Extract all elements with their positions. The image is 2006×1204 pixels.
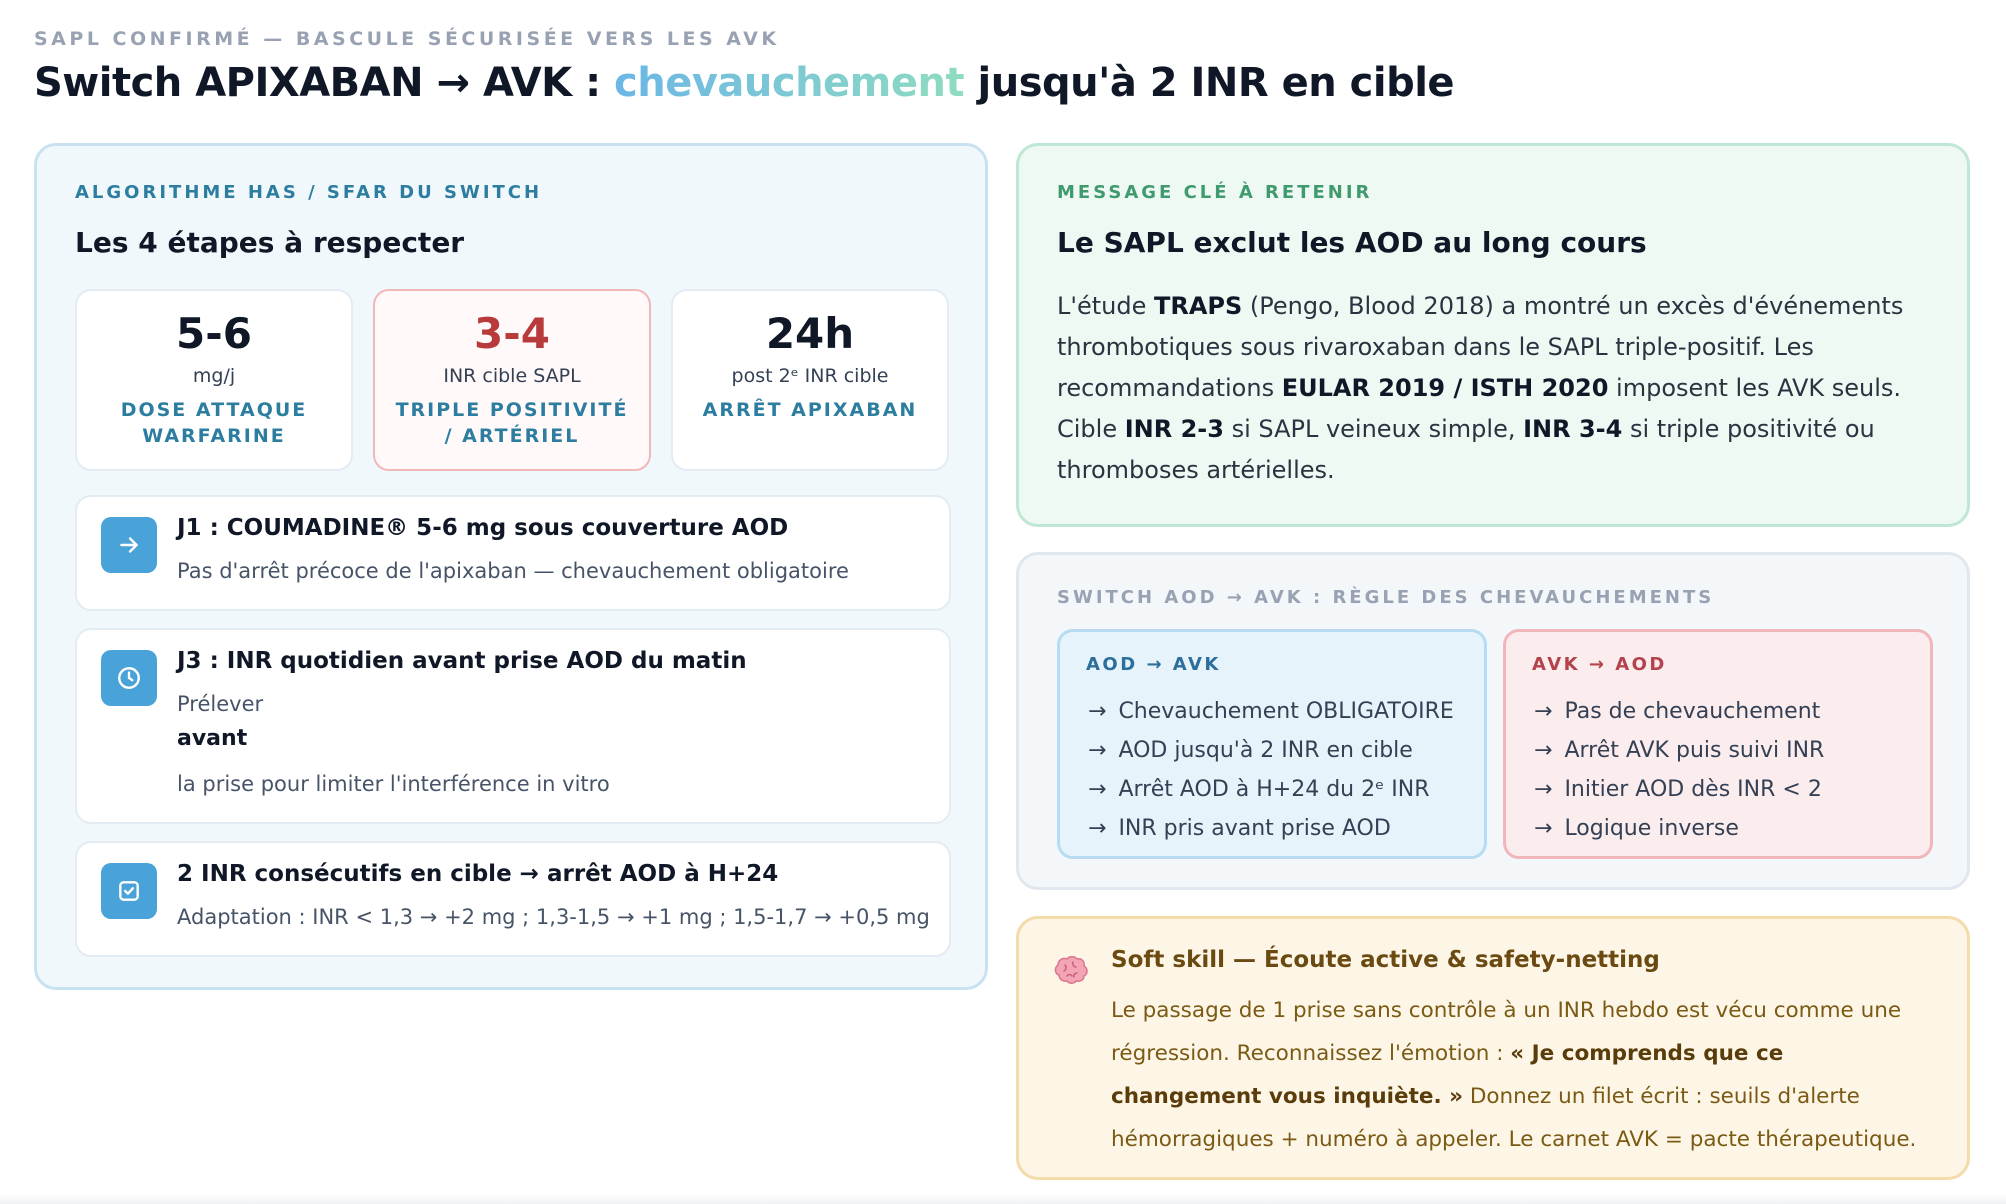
algorithm-kicker: ALGORITHME HAS / SFAR DU SWITCH [75, 182, 543, 203]
arrow-icon: → [1088, 699, 1107, 724]
text-strong: « Je comprends que ce changement vous inquiète. » [1111, 1041, 1784, 1109]
text-run: Donnez un filet écrit : seuils d'alerte hémorragiques + numéro à appeler. Le carnet AVK = pacte thérapeutique. [1111, 1084, 1917, 1152]
list-item [1088, 770, 1454, 809]
stat-caption: ARRÊT APIXABAN [702, 399, 918, 421]
key-message-kicker: MESSAGE CLÉ À RETENIR [1057, 182, 1373, 203]
check-square-icon [101, 863, 157, 919]
stat-caption: DOSE ATTAQUE WARFARINE [120, 399, 308, 447]
rule-text: Chevauchement OBLIGATOIRE [1118, 699, 1454, 724]
title-start: Switch APIXABAN → AVK : [34, 60, 614, 106]
box-title: AOD → AVK [1086, 654, 1221, 675]
list-item [1534, 770, 1824, 809]
stat-value: 3-4 [474, 309, 550, 358]
text-strong: INR 3-4 [1523, 415, 1623, 443]
list-item [1534, 731, 1824, 770]
rule-text: Pas de chevauchement [1564, 699, 1821, 724]
arrow-icon: → [1534, 816, 1553, 841]
rule-text: AOD jusqu'à 2 INR en cible [1118, 738, 1413, 763]
soft-skill-body [1111, 989, 1941, 1161]
rule-list [1088, 692, 1454, 848]
box-title: AVK → AOD [1532, 654, 1667, 675]
key-message-body [1057, 286, 1937, 491]
rule-text: INR pris avant prise AOD [1118, 816, 1391, 841]
list-item [1088, 809, 1454, 848]
step-title: J3 : INR quotidien avant prise AOD du matin [177, 648, 747, 674]
arrow-right-icon [101, 517, 157, 573]
step-body: Adaptation : INR < 1,3 → +2 mg ; 1,3-1,5 → +1 mg ; 1,5-1,7 → +0,5 mg [177, 905, 930, 929]
step-body-strong: avant [177, 726, 248, 751]
stat-card-stop [671, 289, 949, 471]
step-title: 2 INR consécutifs en cible → arrêt AOD à H+24 [177, 861, 779, 887]
stat-caption: TRIPLE POSITIVITÉ / ARTÉRIEL [395, 399, 629, 447]
stat-unit: mg/j [192, 365, 236, 387]
step-card-final [75, 841, 951, 957]
rule-text: Logique inverse [1564, 816, 1739, 841]
text-run: si SAPL veineux simple, [1223, 415, 1524, 443]
arrow-icon: → [1088, 816, 1107, 841]
text-strong: TRAPS [1153, 292, 1243, 320]
soft-skill-panel [1016, 916, 1970, 1180]
stat-value: 24h [765, 309, 855, 358]
rule-text: Arrêt AVK puis suivi INR [1564, 738, 1825, 763]
switch-rules-panel [1016, 552, 1970, 890]
text-run: imposent les AVK seuls. Cible [1057, 374, 1902, 443]
arrow-icon: → [1088, 738, 1107, 763]
text-run: L'étude [1057, 292, 1154, 320]
step-body: Pas d'arrêt précoce de l'apixaban — chevauchement obligatoire [177, 559, 849, 583]
list-item [1534, 692, 1824, 731]
aod-to-avk-box [1057, 629, 1487, 859]
key-message-title: Le SAPL exclut les AOD au long cours [1057, 226, 1647, 259]
bottom-shade [0, 1194, 2006, 1204]
text-strong: EULAR 2019 / ISTH 2020 [1281, 374, 1609, 402]
list-item [1088, 692, 1454, 731]
algorithm-title: Les 4 étapes à respecter [75, 226, 465, 259]
text-run: Le passage de 1 prise sans contrôle à un INR hebdo est vécu comme une régression. Reconnaissez l'émotion : [1111, 998, 1902, 1066]
rule-text: Arrêt AOD à H+24 du 2ᵉ INR [1118, 777, 1430, 802]
step-body-start: Prélever [177, 692, 264, 716]
switch-rules-kicker: SWITCH AOD → AVK : RÈGLE DES CHEVAUCHEMENTS [1057, 587, 1715, 608]
stat-card-inr-target [373, 289, 651, 471]
page-title [34, 60, 1454, 106]
brain-icon [1051, 951, 1091, 991]
step-card-j3 [75, 628, 951, 824]
text-strong: INR 2-3 [1124, 415, 1224, 443]
arrow-icon: → [1534, 699, 1553, 724]
soft-skill-title: Soft skill — Écoute active & safety-netting [1111, 947, 1660, 973]
stat-value: 5-6 [176, 309, 252, 358]
avk-to-aod-box [1503, 629, 1933, 859]
stat-unit: post 2ᵉ INR cible [731, 365, 889, 387]
title-accent: chevauchement [614, 60, 965, 106]
list-item [1088, 731, 1454, 770]
step-card-j1 [75, 495, 951, 611]
step-body-end: la prise pour limiter l'interférence in vitro [177, 772, 610, 796]
arrow-icon: → [1534, 738, 1553, 763]
clock-icon [101, 650, 157, 706]
text-run: si triple positivité ou thromboses artérielles. [1057, 415, 1875, 484]
arrow-icon: → [1534, 777, 1553, 802]
step-title: J1 : COUMADINE® 5-6 mg sous couverture AOD [177, 515, 789, 541]
rule-text: Initier AOD dès INR < 2 [1564, 777, 1822, 802]
algorithm-panel [34, 143, 988, 990]
arrow-icon: → [1088, 777, 1107, 802]
text-run: (Pengo, Blood 2018) a montré un excès d'événements thrombotiques sous rivaroxaban dans le SAPL triple-positif. Les recommandations [1057, 292, 1904, 402]
list-item [1534, 809, 1824, 848]
key-message-panel [1016, 143, 1970, 527]
rule-list [1534, 692, 1824, 848]
stat-unit: INR cible SAPL [443, 365, 581, 387]
stat-card-dose [75, 289, 353, 471]
title-end: jusqu'à 2 INR en cible [964, 60, 1455, 106]
page-kicker: SAPL CONFIRMÉ — BASCULE SÉCURISÉE VERS LES AVK [34, 28, 780, 50]
